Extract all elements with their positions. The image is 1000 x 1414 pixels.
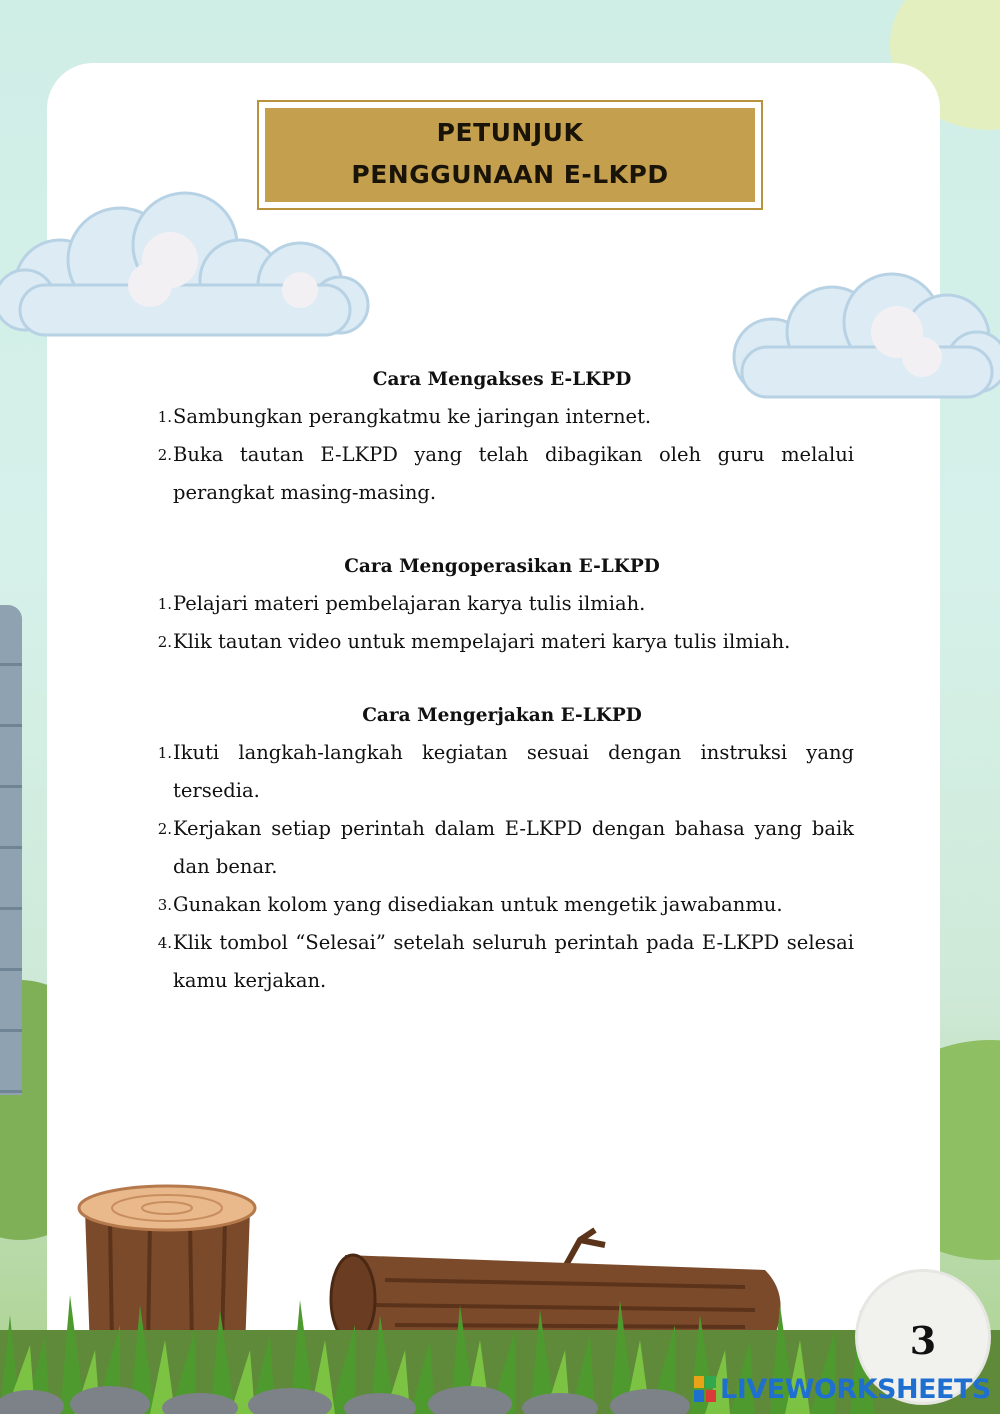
list-item: [150, 886, 854, 924]
list-text: Pelajari materi pembelajaran karya tulis ilmiah.: [173, 592, 646, 615]
title-banner: [257, 100, 763, 210]
list-number: 1.: [157, 408, 172, 426]
list-number: 4.: [157, 934, 172, 952]
list-item: [150, 734, 854, 810]
list-text: Sambungkan perangkatmu ke jaringan internet.: [173, 405, 652, 428]
list-item: [150, 623, 854, 661]
list-item: [150, 436, 854, 512]
list-item: [150, 810, 854, 886]
banner-title-line-2: PENGGUNAAN E-LKPD: [351, 160, 669, 189]
liveworksheets-watermark: [694, 1370, 994, 1410]
list-number: 2.: [157, 633, 172, 651]
list-number: 2.: [157, 820, 172, 838]
silo-decoration: [0, 605, 22, 1095]
list-number: 2.: [157, 446, 172, 464]
list-text: Gunakan kolom yang disediakan untuk mengetik jawabanmu.: [173, 893, 783, 916]
watermark-text: LIVEWORKSHEETS: [720, 1374, 991, 1405]
list-number: 3.: [157, 896, 172, 914]
list-text: Klik tautan video untuk mempelajari materi karya tulis ilmiah.: [173, 630, 791, 653]
section-heading-access: Cara Mengakses E-LKPD: [372, 369, 632, 390]
list-number: 1.: [157, 744, 172, 762]
list-item: [150, 398, 854, 436]
list-text: Klik tombol “Selesai” setelah seluruh perintah pada E-LKPD selesai kamu kerjakan.: [173, 931, 854, 992]
banner-title-line-1: PETUNJUK: [436, 118, 584, 147]
section-heading-work: Cara Mengerjakan E-LKPD: [362, 705, 642, 726]
list-item: [150, 924, 854, 1000]
list-text: Kerjakan setiap perintah dalam E-LKPD dengan bahasa yang baik dan benar.: [173, 817, 854, 878]
list-text: Buka tautan E-LKPD yang telah dibagikan oleh guru melalui perangkat masing-masing.: [173, 443, 854, 504]
list-item: [150, 585, 854, 623]
page-number: 3: [909, 1318, 937, 1363]
list-number: 1.: [157, 595, 172, 613]
instructions-content: [150, 362, 854, 1000]
list-text: Ikuti langkah-langkah kegiatan sesuai dengan instruksi yang tersedia.: [173, 741, 854, 802]
section-heading-operate: Cara Mengoperasikan E-LKPD: [344, 556, 660, 577]
liveworksheets-logo-icon: [694, 1376, 716, 1402]
cloud-left-illustration: [0, 190, 370, 345]
